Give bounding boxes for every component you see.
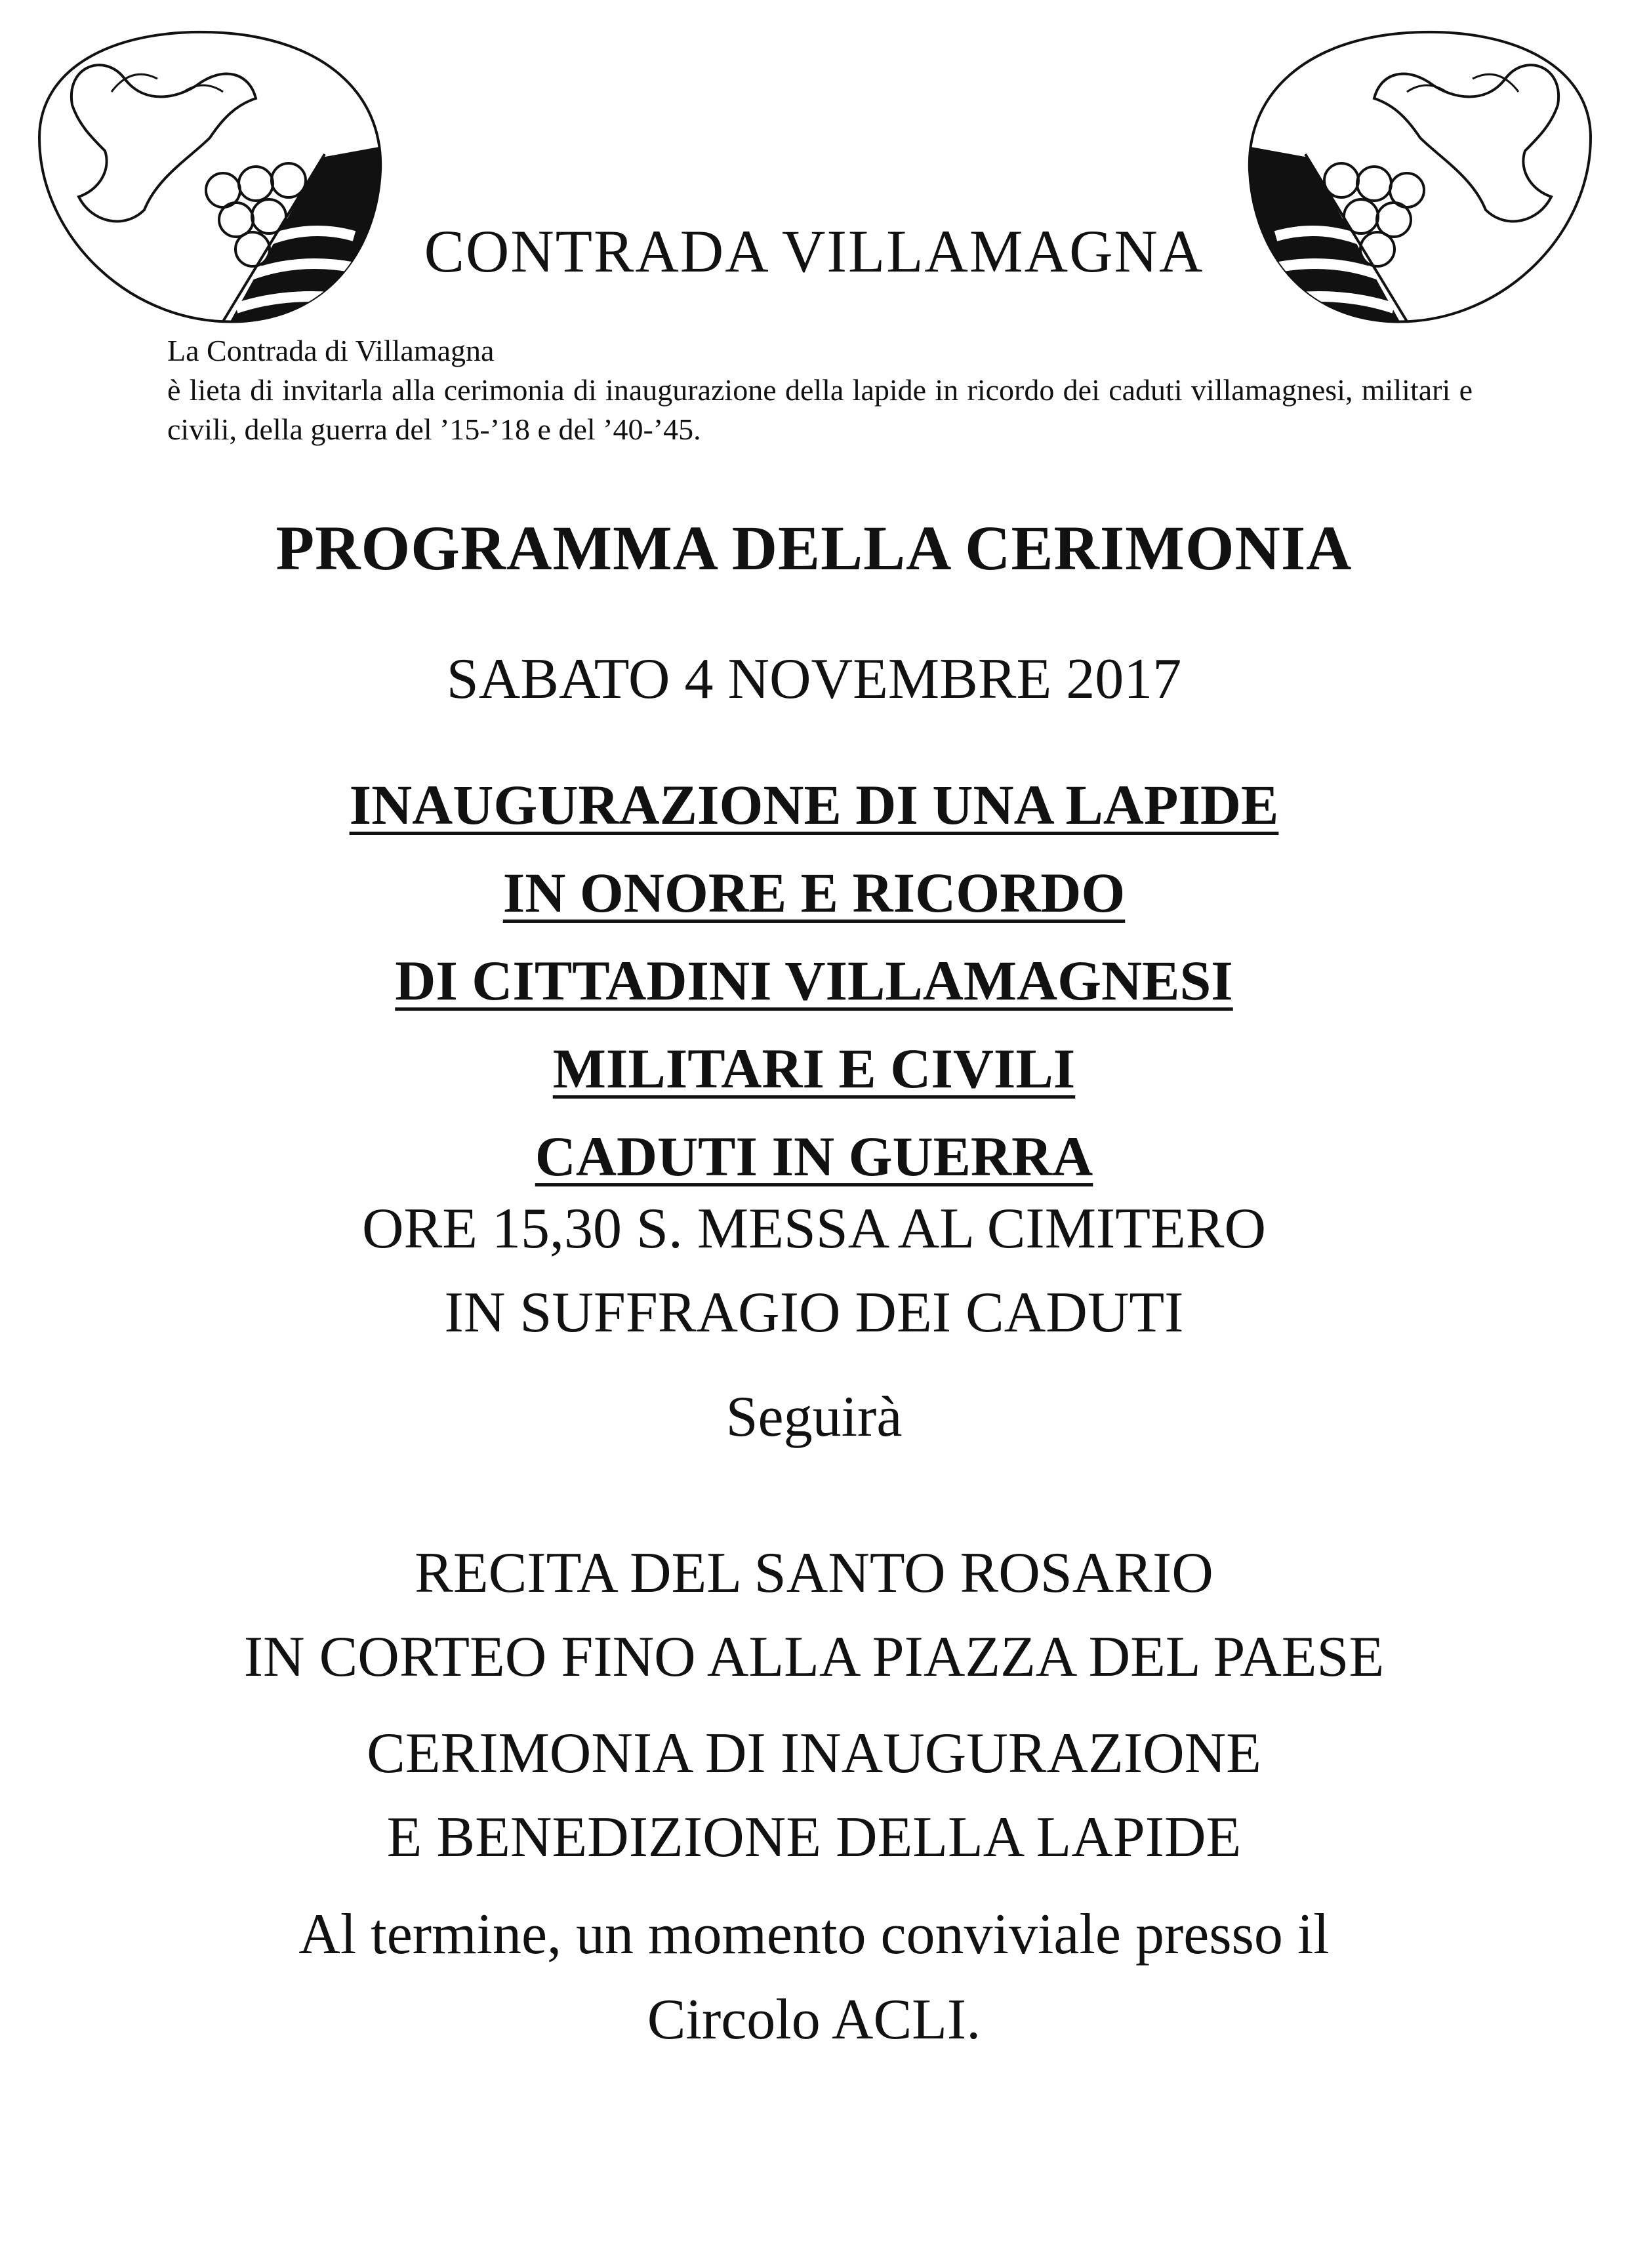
- ceremony-line: CERIMONIA DI INAUGURAZIONE: [367, 1722, 1261, 1785]
- mass-line: IN SUFFRAGIO DEI CADUTI: [444, 1281, 1184, 1345]
- rosary-line: IN CORTEO FINO ALLA PIAZZA DEL PAESE: [243, 1625, 1385, 1689]
- closing-line: Circolo ACLI.: [647, 1988, 981, 2052]
- crest-left-icon: [26, 26, 394, 334]
- closing-line: Al termine, un momento conviviale presso il: [298, 1903, 1330, 1966]
- inauguration-line: CADUTI IN GUERRA: [535, 1125, 1093, 1188]
- inauguration-line: DI CITTADINI VILLAMAGNESI: [395, 949, 1233, 1012]
- closing-note: [0, 1892, 1628, 2063]
- event-date: SABATO 4 NOVEMBRE 2017: [446, 647, 1182, 711]
- crest-right-icon: [1236, 26, 1604, 334]
- inauguration-heading: [0, 761, 1628, 1200]
- ceremony-info: [0, 1712, 1628, 1880]
- intro-line-1: La Contrada di Villamagna: [167, 334, 495, 367]
- rosary-line: RECITA DEL SANTO ROSARIO: [415, 1541, 1213, 1605]
- inauguration-line: IN ONORE E RICORDO: [502, 861, 1126, 924]
- intro-text: [167, 331, 1473, 449]
- mass-info: [0, 1187, 1628, 1355]
- rosary-info: [0, 1531, 1628, 1699]
- inauguration-line: INAUGURAZIONE DI UNA LAPIDE: [349, 773, 1279, 836]
- page-title: CONTRADA VILLAMAGNA: [424, 218, 1204, 285]
- inauguration-line: MILITARI E CIVILI: [552, 1037, 1076, 1100]
- program-title: PROGRAMMA DELLA CERIMONIA: [275, 513, 1353, 583]
- ceremony-line: E BENEDIZIONE DELLA LAPIDE: [386, 1806, 1242, 1869]
- intro-line-2: è lieta di invitarla alla cerimonia di inaugurazione della lapide in ricordo dei caduti villamagnesi, militari e civili, della guerra del ’15-’18 e del ’40-’45.: [167, 373, 1473, 446]
- mass-line: ORE 15,30 S. MESSA AL CIMITERO: [361, 1197, 1266, 1261]
- follows-text: Seguirà: [725, 1385, 903, 1449]
